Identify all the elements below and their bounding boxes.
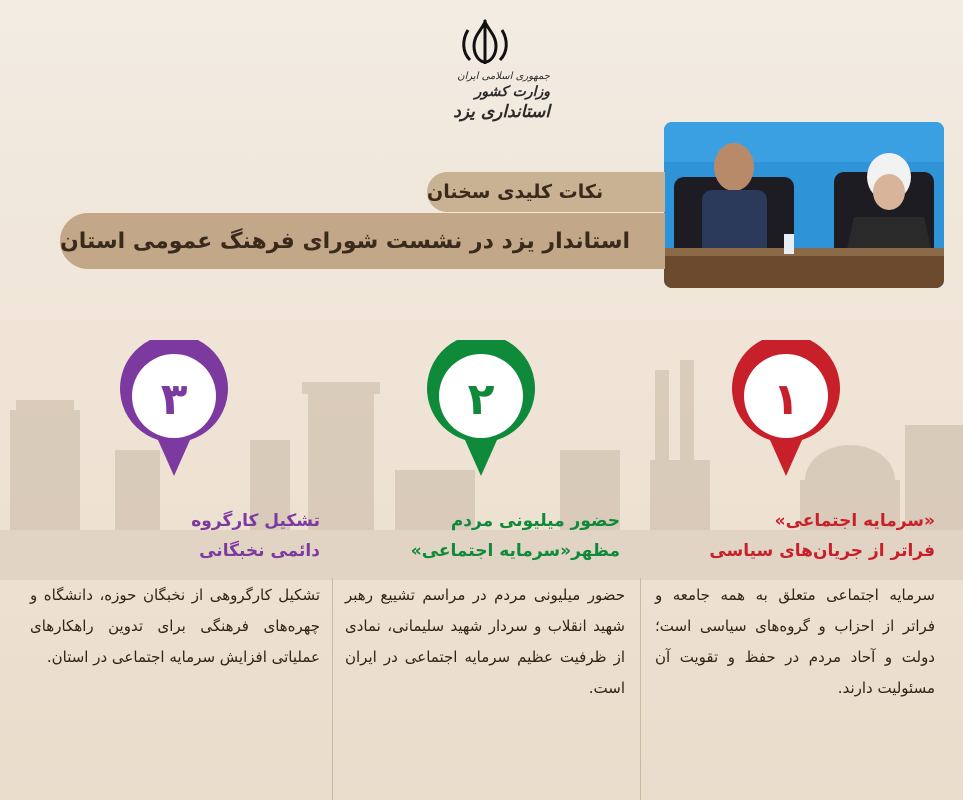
meeting-photo: [664, 122, 944, 288]
item-1-title-line1: «سرمایه اجتماعی»: [774, 511, 935, 531]
item-3-title-line2: دائمی نخبگانی: [199, 541, 320, 561]
item-2-text: حضور میلیونی مردم در مراسم تشییع رهبر شهید انقلاب و سردار شهید سلیمانی، نمادی از ظرفیت عظیم سرمایه اجتماعی در ایران است.: [345, 586, 625, 697]
pin-number-2: ۲: [467, 374, 495, 425]
item-1-title: [640, 506, 935, 566]
ministry-line3: استانداری یزد: [453, 102, 550, 122]
number-pin-3: [118, 340, 230, 480]
item-1-text: سرمایه اجتماعی متعلق به همه جامعه و فراتر از احزاب و گروه‌های سیاسی است؛ دولت و آحاد مردم در حفظ و تقویت آن مسئولیت دارند.: [655, 586, 935, 697]
number-pin-2: [425, 340, 537, 480]
title-large: استاندار یزد در نشست شورای فرهنگ عمومی استان: [60, 228, 631, 254]
title-small: نکات کلیدی سخنان: [427, 181, 604, 203]
column-divider: [332, 578, 333, 800]
item-2-title-line2: مظهر«سرمایه اجتماعی»: [410, 541, 620, 561]
item-1-title-line2: فراتر از جریان‌های سیاسی: [709, 541, 935, 561]
column-divider: [640, 578, 641, 800]
title-large-banner: [60, 213, 665, 269]
ministry-line1: جمهوری اسلامی ایران: [457, 71, 550, 82]
pin-number-1: ۱: [772, 374, 800, 425]
item-3-title-line1: تشکیل کارگروه: [191, 511, 320, 531]
item-2-title-line1: حضور میلیونی مردم: [450, 511, 620, 531]
title-small-banner: [427, 172, 665, 212]
pin-number-3: ۳: [160, 374, 188, 425]
item-3-text: تشکیل کارگروهی از نخبگان حوزه، دانشگاه و چهره‌های فرهنگی برای تدوین راهکارهای عملیاتی افزایش سرمایه اجتماعی در استان.: [30, 586, 320, 666]
ministry-line2: وزارت کشور: [474, 84, 550, 100]
number-pin-1: [730, 340, 842, 480]
item-3-title: [30, 506, 320, 566]
ministry-logo-text: [420, 70, 550, 123]
iran-emblem-icon: [460, 18, 510, 66]
item-2-title: [330, 506, 620, 566]
